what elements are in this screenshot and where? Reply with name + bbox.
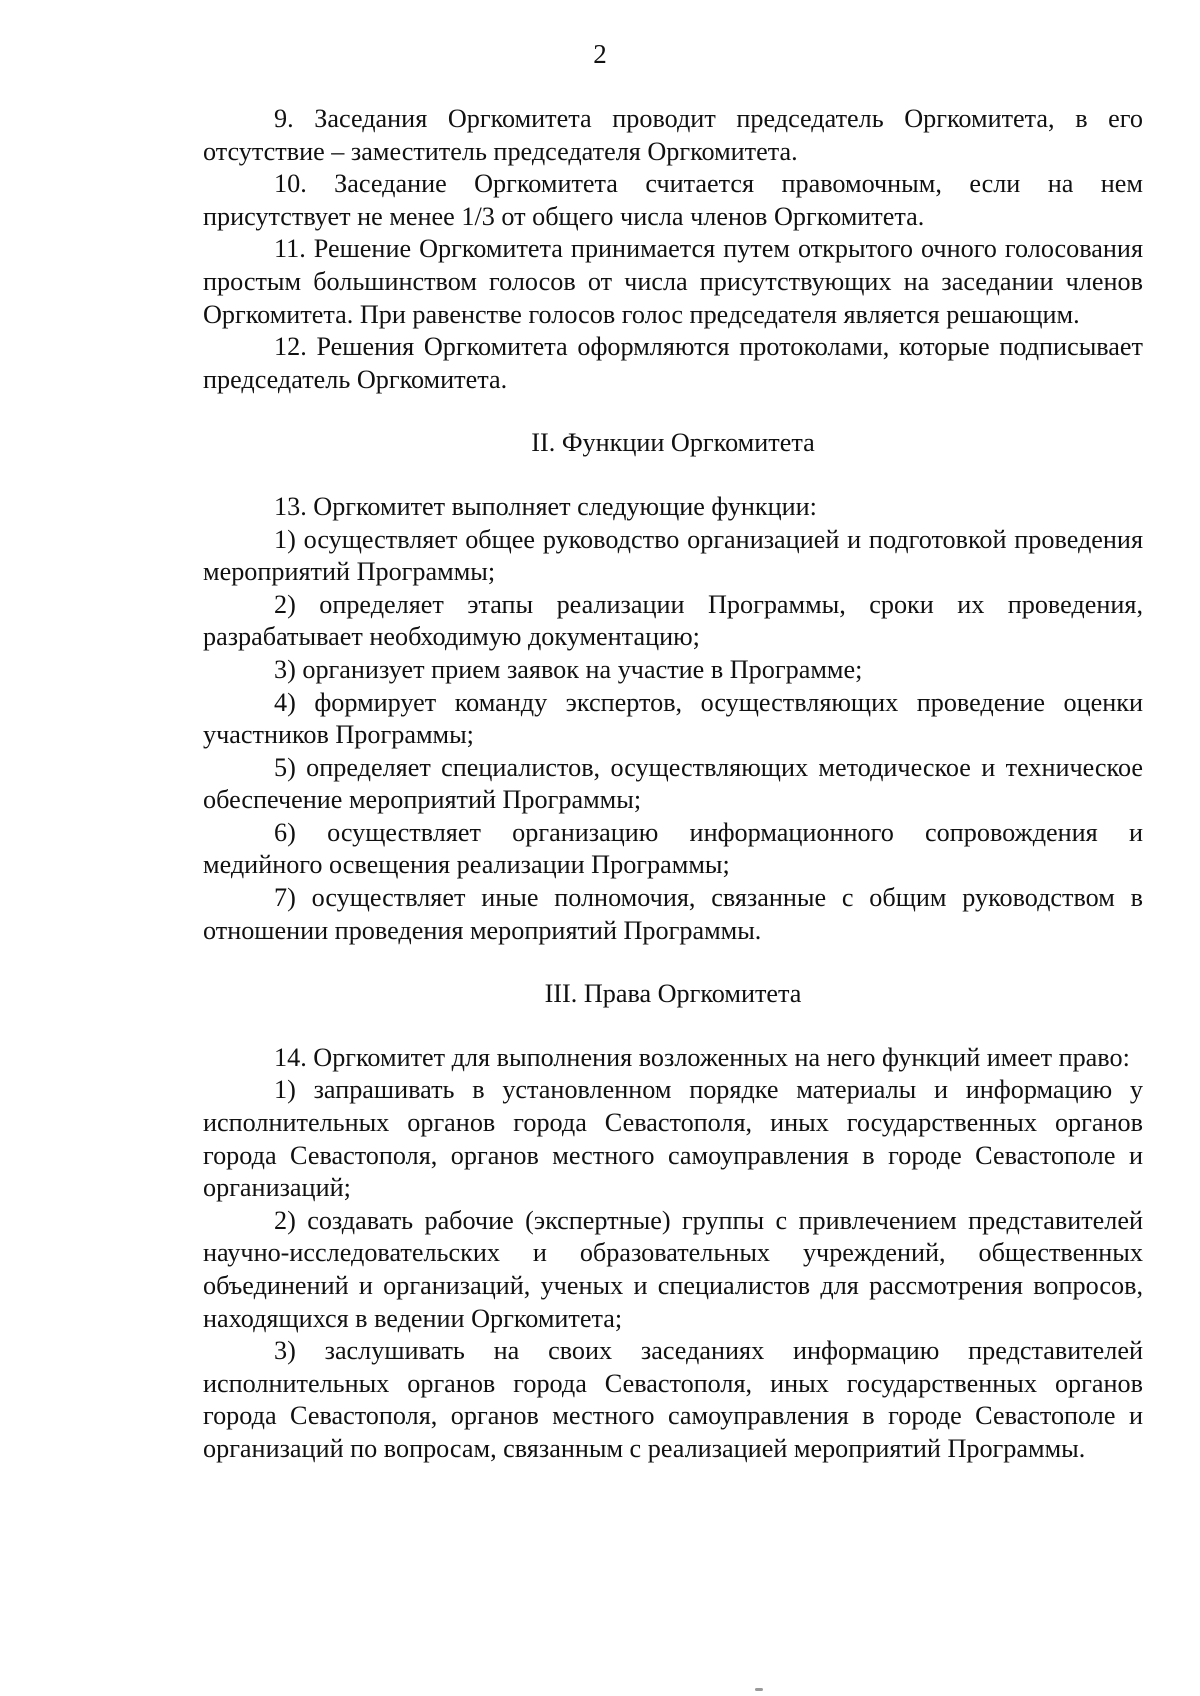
scan-speck — [755, 1688, 763, 1691]
paragraph-12: 12. Решения Оргкомитета оформляются протоколами, которые подписывает председатель Оргкомитета. — [203, 332, 1143, 394]
document-body — [203, 103, 1143, 1466]
paragraph-13-item-6: 6) осуществляет организацию информационного сопровождения и медийного освещения реализации Программы; — [203, 817, 1143, 880]
paragraph-10: 10. Заседание Оргкомитета считается правомочным, если на нем присутствует не менее 1/3 от общего числа членов Оргкомитета. — [203, 169, 1143, 231]
paragraph-13-item-1: 1) осуществляет общее руководство организацией и подготовкой проведения мероприятий Программы; — [203, 524, 1143, 587]
paragraph-14-item-1: 1) запрашивать в установленном порядке материалы и информацию у исполнительных органов города Севастополя, иных государственных органов города Севастополя, органов местного самоуправления в городе Севастополе и организаций; — [203, 1075, 1143, 1203]
page-number: 2 — [593, 39, 607, 69]
paragraph-11: 11. Решение Оргкомитета принимается путем открытого очного голосования простым большинством голосов от числа присутствующих на заседании членов Оргкомитета. При равенстве голосов голос председателя является решающим. — [203, 234, 1143, 329]
paragraph-13-item-5: 5) определяет специалистов, осуществляющих методическое и техническое обеспечение мероприятий Программы; — [203, 752, 1143, 815]
paragraph-14-item-3: 3) заслушивать на своих заседаниях информацию представителей исполнительных органов города Севастополя, иных государственных органов города Севастополя, органов местного самоуправления в городе Севастополе и организаций по вопросам, связанным с реализацией мероприятий Программы. — [203, 1336, 1143, 1463]
paragraph-13-item-4: 4) формирует команду экспертов, осуществляющих проведение оценки участников Программы; — [203, 687, 1143, 750]
section-heading-functions: II. Функции Оргкомитета — [531, 428, 815, 458]
paragraph-13-item-2: 2) определяет этапы реализации Программы, сроки их проведения, разрабатывает необходимую документацию; — [203, 589, 1143, 652]
paragraph-13: 13. Оргкомитет выполняет следующие функции: — [274, 491, 817, 521]
paragraph-13-item-7: 7) осуществляет иные полномочия, связанные с общим руководством в отношении проведения мероприятий Программы. — [203, 883, 1143, 945]
paragraph-14: 14. Оргкомитет для выполнения возложенных на него функций имеет право: — [274, 1042, 1130, 1072]
paragraph-9: 9. Заседания Оргкомитета проводит председатель Оргкомитета, в его отсутствие – заместитель председателя Оргкомитета. — [203, 104, 1143, 166]
paragraph-13-item-3: 3) организует прием заявок на участие в Программе; — [274, 654, 863, 684]
paragraph-14-item-2: 2) создавать рабочие (экспертные) группы с привлечением представителей научно-исследовательских и образовательных учреждений, общественных объединений и организаций, ученых и специалистов для рассмотрения вопросов, находящихся в ведении Оргкомитета; — [203, 1205, 1143, 1333]
section-heading-rights: III. Права Оргкомитета — [544, 979, 802, 1009]
